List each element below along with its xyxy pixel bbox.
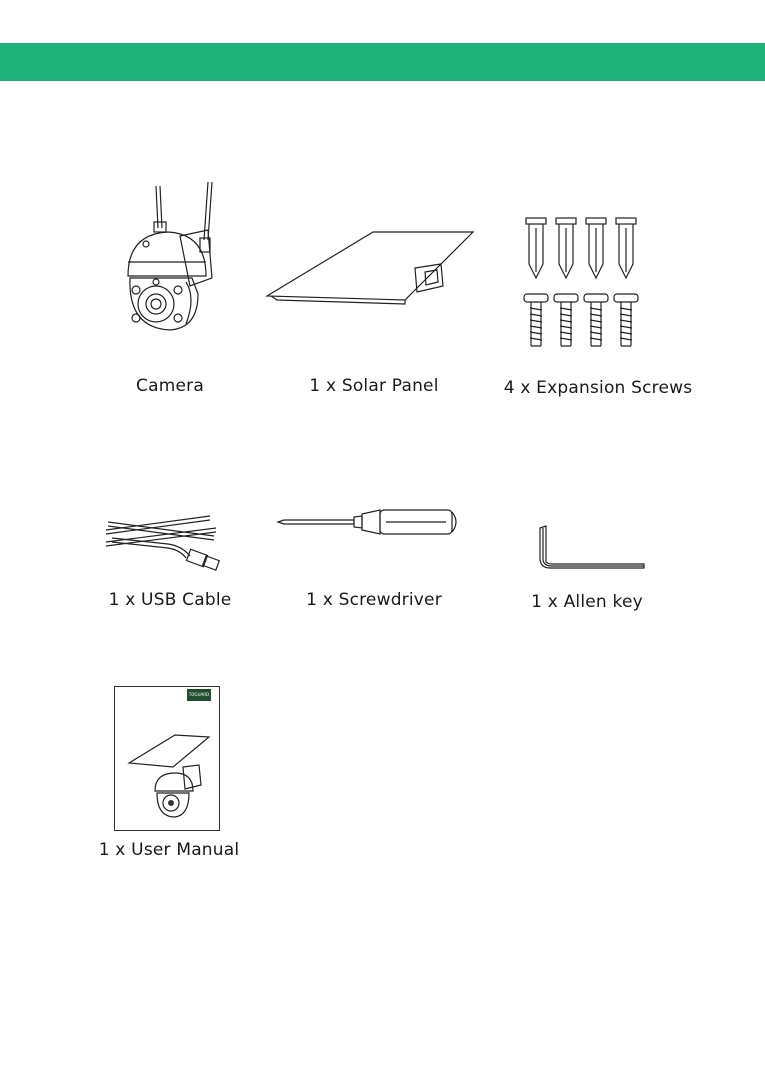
header-bar [0, 43, 765, 81]
screwdriver-label: 1 x Screwdriver [306, 590, 442, 610]
user-manual-icon [114, 686, 220, 831]
solar-panel-label: 1 x Solar Panel [309, 376, 439, 396]
usb-cable-icon [104, 508, 228, 576]
screwdriver-icon [276, 506, 462, 540]
expansion-screws-icon [522, 216, 642, 350]
solar-panel-icon [265, 228, 475, 306]
usb-cable-label: 1 x USB Cable [108, 590, 232, 610]
camera-label: Camera [136, 376, 204, 396]
manual-brand-badge: TOGUARD [187, 689, 211, 701]
allen-key-icon [538, 524, 648, 570]
camera-icon [120, 178, 230, 338]
expansion-screws-label: 4 x Expansion Screws [503, 378, 693, 398]
allen-key-label: 1 x Allen key [531, 592, 643, 612]
manual-cover-illustration-icon [127, 729, 217, 819]
user-manual-label: 1 x User Manual [98, 840, 240, 860]
